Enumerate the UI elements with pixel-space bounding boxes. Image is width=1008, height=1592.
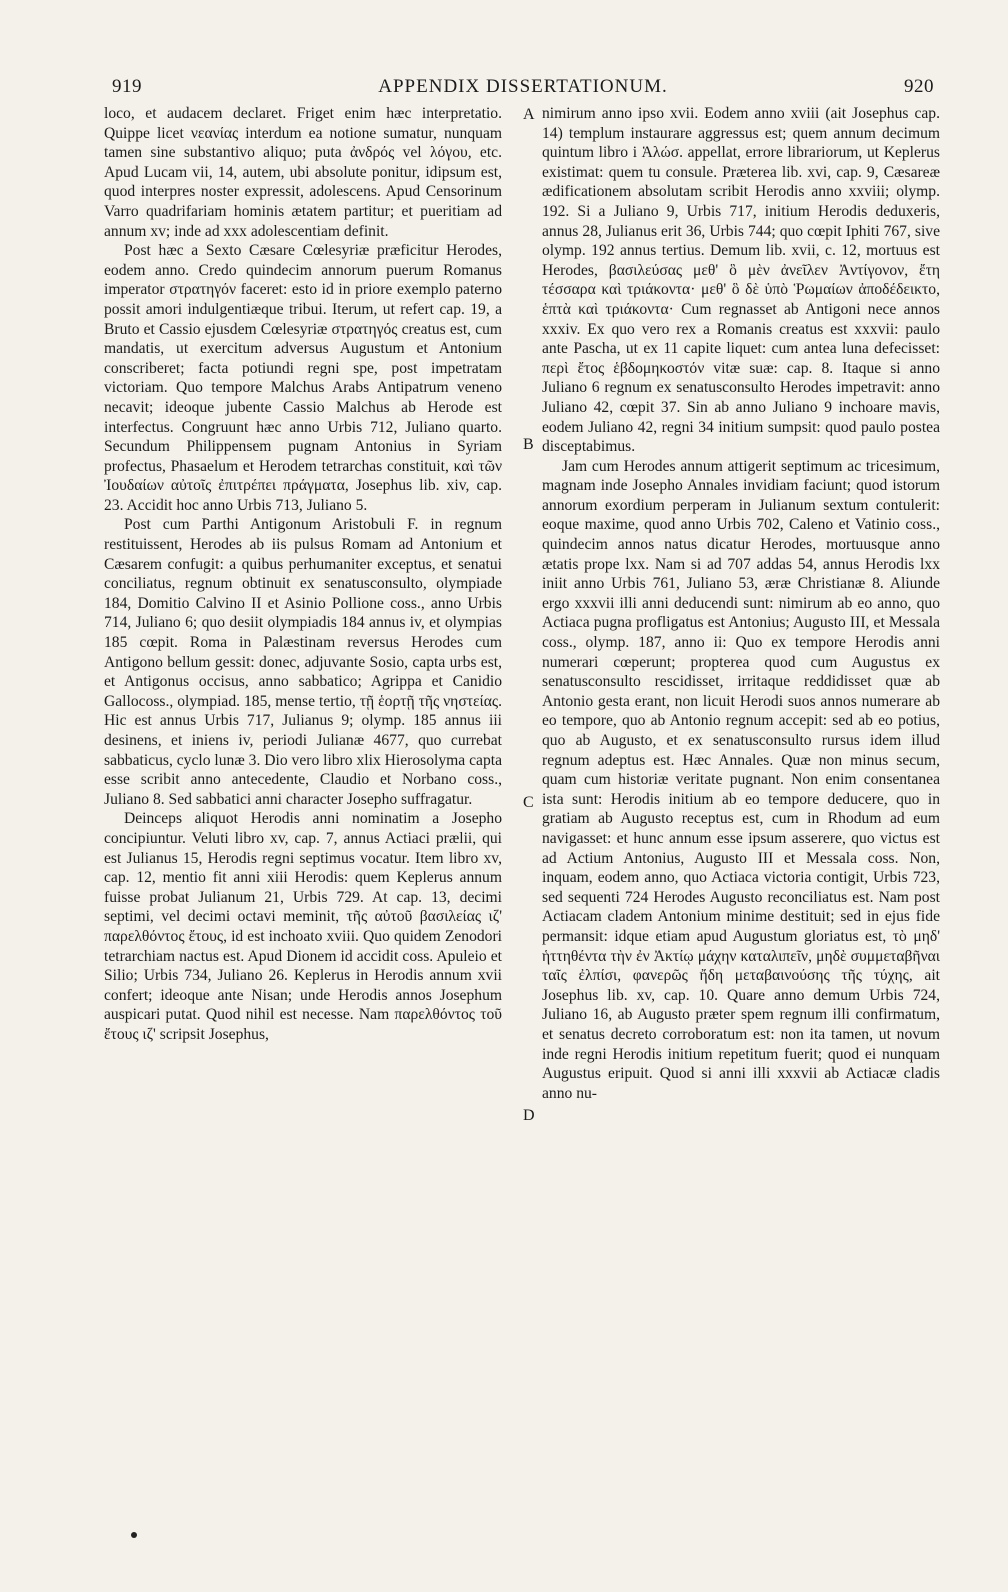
- right-column: [542, 104, 940, 1103]
- page-number-right: 920: [904, 76, 934, 97]
- paragraph: Deinceps aliquot Herodis anni nominatim a Josepho concipiuntur. Veluti libro xv, cap. 7, annus Actiaci prælii, qui est Julianus 15, Herodis regni septimus vocatur. Item libro xv, cap. 12, mentio fit anni xiii Herodis: quem Keplerus annum fuisse probat Julianum 21, Urbis 729. At cap. 13, decimi septimi, vel decimi octavi meminit, τῆς αὐτοῦ βασιλείας ιζ' παρελθόντος ἔτους, id est inchoato xviii. Quo quidem Zenodori tetrarchiam nactus est. Apud Dionem id accidit coss. Apuleio et Silio; Urbis 734, Juliano 26. Keplerus in Herodis annum xvii confert; ideoque ante Nisan; unde Herodis annos Josephum auspicari putat. Quod nihil est necesse. Nam παρελθόντος τοῦ ἔτους ιζ' scripsit Josephus,: [104, 810, 502, 1043]
- margin-letter-d: D: [523, 1107, 535, 1124]
- paragraph: Post cum Parthi Antigonum Aristobuli F. in regnum restituissent, Herodes ab iis pulsus Romam ad Antonium et Cæsarem confugit: a quibus perhumaniter exceptus, et senatui conciliatus, regnum obtinuit ex senatusconsulto, olympiade 184, Domitio Calvino II et Asinio Pollione coss., anno Urbis 714, Juliano 6; quo desiit olympiadis 184 annus iv, et olympias 185 cœpit. Roma in Palæstinam reversus Herodes cum Antigono bellum gessit: donec, adjuvante Sosio, capta urbs est, et Antigonus occisus, anno sabbatico; Agrippa et Canidio Gallocoss., olympiad. 185, mense tertio, τῇ ἑορτῇ τῆς νηστείας. Hic est annus Urbis 717, Julianus 9; olymp. 185 annus iii desinens, et iniens iv, periodi Julianæ 4677, quo currebat sabbaticus, cyclo lunæ 3. Dio vero libro xlix Hierosolyma capta esse scribit anno antecedente, Claudio et Norbano coss., Juliano 8. Sed sabbatici anni character Josepho suffragatur.: [104, 516, 502, 808]
- margin-letter-a: A: [523, 106, 535, 123]
- running-header: [112, 76, 934, 102]
- margin-letter-b: B: [523, 436, 534, 453]
- paragraph: Post hæc a Sexto Cæsare Cœlesyriæ præficitur Herodes, eodem anno. Credo quindecim annorum puerum Romanus imperator στρατηγόν faceret: esto id in priore exemplo paterno possit amori indulgentiæque tribui. Iterum, ut refert cap. 19, a Bruto et Cassio ejusdem Cœlesyriæ στρατηγός creatus est, cum mandatis, ut exercitum adversus Augustum et Antonium conscriberet; facta potiundi regni spe, post impetratam victoriam. Quo tempore Malchus Arabs Antipatrum veneno necavit; ideoque jubente Cassio Malchus ab Herode est interfectus. Congruunt hæc anno Urbis 712, Juliano quarto. Secundum Philippensem pugnam Antonius in Syriam profectus, Phasaelum et Herodem tetrarchas constituit, καὶ τῶν Ἰουδαίων αὐτοῖς ἐπιτρέπει πράγματα, Josephus lib. xiv, cap. 23. Accidit hoc anno Urbis 713, Juliano 5.: [104, 242, 502, 514]
- paragraph: loco, et audacem declaret. Friget enim hæc interpretatio. Quippe licet νεανίας interdum ea notione sumatur, nunquam tamen sine substantivo aliquo; puta ἀνδρός vel λόγου, etc. Apud Lucam vii, 14, autem, ubi absolute ponitur, idipsum est, quod interpres noster expressit, adolescens. Apud Censorinum Varro quadrifariam hominis ætatem partitur; et pueritiam ad annum xv; inde ad xxx adolescentiam definit.: [104, 105, 502, 240]
- paragraph: nimirum anno ipso xvii. Eodem anno xviii (ait Josephus cap. 14) templum instaurare aggressus est; quem annum decimum quintum libro i Ἁλώσ. appellat, errore librariorum, ut Keplerus existimat: quem tu consule. Præterea lib. xvi, cap. 9, Cæsareæ ædificationem absolutam scribit Herodis anno xxviii; olymp. 192. Si a Juliano 9, Urbis 717, initium Herodis deduxeris, annus 28, Julianus erit 36, Urbis 744; quo cœpit Iphiti 767, sive olymp. 192 annus tertius. Demum lib. xvii, c. 12, mortuus est Herodes, βασιλεύσας μεθ' ὃ μὲν ἀνεῖλεν Ἀντίγονον, ἔτη τέσσαρα καὶ τριάκοντα· μεθ' ὃ δὲ ὑπὸ Ῥωμαίων ἀποδέδεικτο, ἑπτὰ καὶ τριάκοντα· Cum regnasset ab Antigoni nece annos xxxiv. Ex quo vero rex a Romanis creatus est xxxvii: paulo ante Pascha, ut ex 11 capite liquet: cum antea luna defecisset: περὶ ἔτος ἑβδομηκοστόν vitæ suæ: cap. 8. Itaque si anno Juliano 6 regnum ex senatusconsulto Herodes impetravit: anno Juliano 42, cœpit 37. Sin ab anno Juliano 9 inchoare mavis, eodem Juliano 42, regni 34 initium sumpsit: quod paulo postea disceptabimus.: [542, 105, 940, 456]
- left-column: [104, 104, 502, 1045]
- paragraph: Jam cum Herodes annum attigerit septimum ac tricesimum, magnam inde Josepho Annales invidiam faciunt; quod istorum annorum exordium perperam in Julianum sextum contulerit: eoque maxime, quod anno Urbis 702, Caleno et Vatinio coss., quindecim annos natus dicatur Herodes, mortuusque anno ætatis prope lxx. Nam si ad 707 addas 54, annus Herodis lxx iniit anno Urbis 761, Juliano 53, æræ Christianæ 8. Aliunde ergo xxxvii illi anni deducendi sunt: nimirum ab eo anno, quo Actiaca pugna profligatus est Antonius; Augusto III, et Messala coss., olymp. 187, anno ii: Quo ex tempore Herodis anni numerari cœperunt; propterea quod cum Augustus ex senatusconsulto rescidisset, irritaque reddidisset quæ ab Antonio gesta erant, non licuit Herodi suos annos numerare ab eo tempore, quo ab Antonio regnum accepit: sed ab eo potius, quo ab Augusto, et ex senatusconsulto rursus idem illud regnum adeptus est. Hæc Annales. Quæ non minus secum, quam cum historiæ veritate pugnant. Non enim consentanea ista sunt: Herodis initium ab eo tempore deducere, quo in gratiam ab Augusto receptus est, cum in Rhodum ad eum navigasset: et hunc annum esse ipsum asserere, quo victus est ad Actium Antonius, Augusto III et Messala coss. Non, inquam, eodem anno, quo Actiaca victoria contigit, Urbis 723, sed sequenti 724 Herodes Augusto reconciliatus est. Nam post Actiacam cladem Antonium minime destituit; sed in ejus fide permansit: idque etiam apud Augustum gloriatus est, τὸ μηδ' ἡττηθέντα τὴν ἐν Ἀκτίῳ μάχην καταλιπεῖν, μηδὲ συμμεταβῆναι ταῖς ἐλπίσι, φανερῶς ἤδη μεταβαινούσης τῆς τύχης, ait Josephus lib. xv, cap. 10. Quare anno demum Urbis 724, Juliano 16, ab Augusto præter spem regnum illi confirmatum, et senatus decreto corroboratum est: non ita tamen, ut novum inde regni Herodis initium repetitum fuerit; quod ei nunquam Augustus eripuit. Quod si anni illi xxxvii ab Actiacæ cladis anno nu-: [542, 457, 940, 1102]
- margin-letter-c: C: [523, 794, 534, 811]
- running-title: APPENDIX DISSERTATIONUM.: [378, 76, 668, 97]
- page-number-left: 919: [112, 76, 142, 97]
- ink-dot: [131, 1532, 137, 1538]
